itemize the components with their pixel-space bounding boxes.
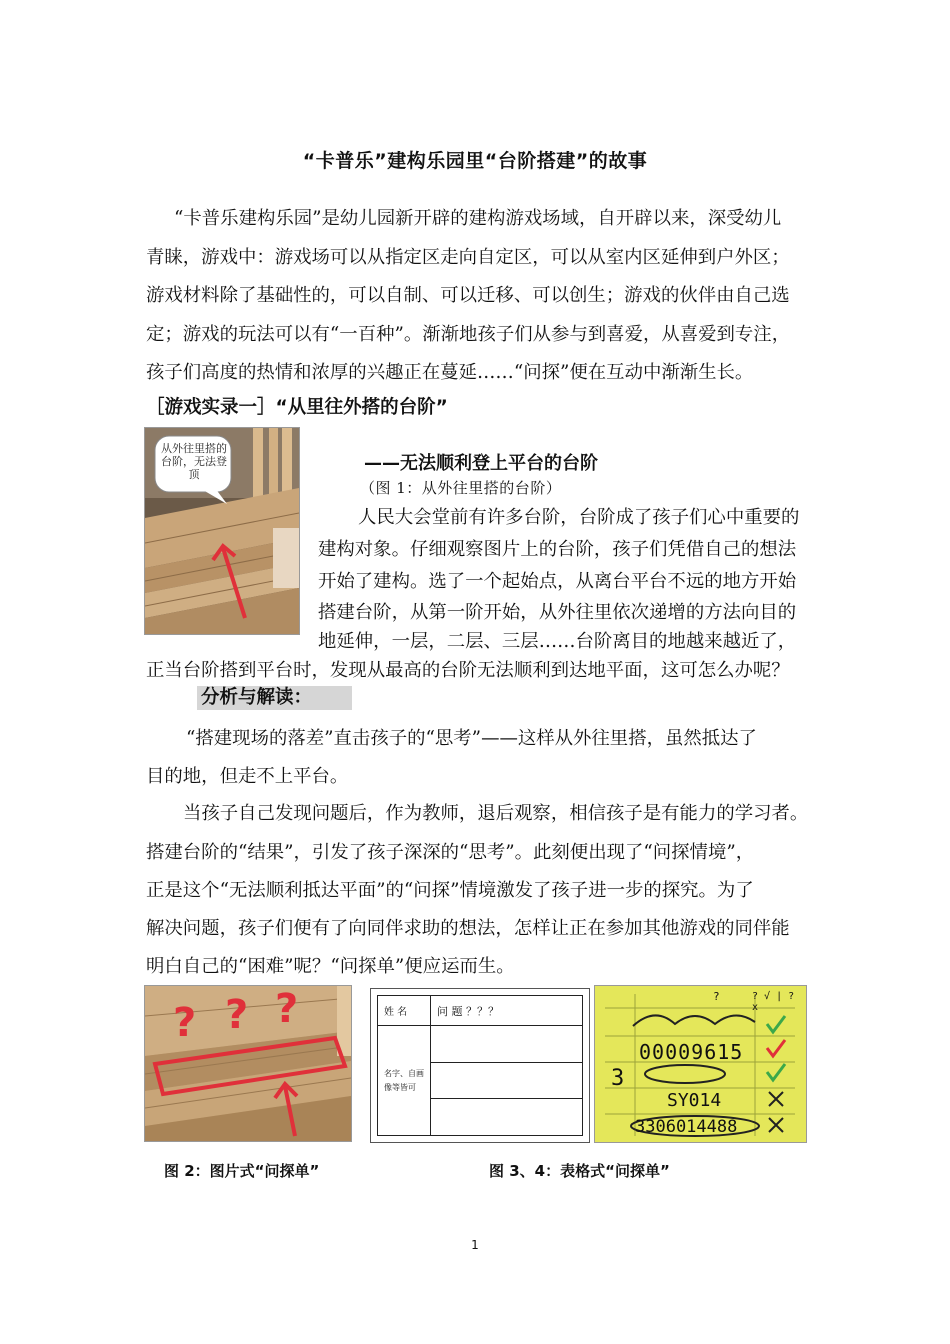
- record-line: 正当台阶搭到平台时，发现从最高的台阶无法顺利到达地平面，这可怎么办呢？: [146, 660, 790, 681]
- record-line: 搭建台阶，从第一阶开始，从外往里依次递增的方法向目的: [318, 602, 797, 623]
- record-line: 开始了建构。选了一个起始点，从离台平台不远的地方开始: [318, 571, 797, 592]
- name-label: 姓 名: [378, 996, 431, 1026]
- svg-text:?: ?: [225, 992, 249, 1038]
- intro-line: 游戏材料除了基础性的，可以自制、可以迁移、可以创生；游戏的伙伴由自己选: [146, 285, 790, 306]
- handwritten-number-1: 00009615: [639, 1040, 744, 1064]
- intro-line: 青睐，游戏中：游戏场可以从指定区走向自定区，可以从室内区延伸到户外区；: [146, 246, 790, 268]
- analysis-line: 目的地，但走不上平台。: [146, 766, 349, 787]
- analysis-line: 明白自己的“困难”呢？“问探单”便应运而生。: [146, 956, 515, 977]
- handwritten-digit-left: 3: [611, 1066, 625, 1091]
- figure-2-caption: 图 2：图片式“问探单”: [164, 1162, 320, 1180]
- answer-cell: [431, 1062, 583, 1099]
- speech-bubble-text: 从外往里搭的台阶，无法登顶: [161, 442, 227, 481]
- analysis-line: 当孩子自己发现问题后，作为教师，退后观察，相信孩子是有能力的学习者。: [183, 803, 809, 824]
- handwritten-q-top: ?: [713, 990, 720, 1003]
- svg-text:?: ?: [275, 986, 299, 1032]
- figure-3-table-sheet: [370, 988, 590, 1143]
- question-label: 问 题 ？？？: [431, 996, 583, 1026]
- answer-cell: [431, 1026, 583, 1063]
- figure-4-handwritten-sheet: [594, 985, 807, 1143]
- record-line: 地延伸，一层，二层、三层……台阶离目的地越来越近了，: [318, 631, 797, 652]
- signature-label: 名字、自画像等皆可: [378, 1026, 431, 1136]
- page-number: 1: [471, 1238, 479, 1252]
- section-heading: ［游戏实录一］“从里往外搭的台阶”: [146, 397, 448, 418]
- intro-line: “卡普乐建构乐园”是幼儿园新开辟的建构游戏场域，自开辟以来，深受幼儿: [174, 208, 782, 229]
- record-line: 人民大会堂前有许多台阶，台阶成了孩子们心中重要的: [358, 507, 800, 528]
- intro-line: 孩子们高度的热情和浓厚的兴趣正在蔓延……“问探”便在互动中渐渐生长。: [146, 362, 754, 383]
- page-title: “卡普乐”建构乐园里“台阶搭建”的故事: [302, 150, 648, 172]
- answer-cell: [431, 1099, 583, 1136]
- analysis-line: 搭建台阶的“结果”，引发了孩子深深的“思考”。此刻便出现了“问探情境”，: [146, 842, 755, 863]
- intro-line: 定；游戏的玩法可以有“一百种”。渐渐地孩子们从参与到喜爱，从喜爱到专注，: [146, 323, 791, 345]
- figure-1-caption: （图 1：从外往里搭的台阶）: [360, 479, 562, 497]
- question-table: [377, 995, 583, 1136]
- analysis-line: “搭建现场的落差”直击孩子的“思考”——这样从外往里搭，虽然抵达了: [186, 728, 757, 749]
- analysis-heading: 分析与解读：: [197, 686, 352, 710]
- svg-text:?: ?: [173, 1000, 197, 1046]
- record-subtitle: ——无法顺利登上平台的台阶: [364, 453, 598, 474]
- handwritten-number-2: SY014: [667, 1090, 722, 1111]
- figure-2-photo: [144, 985, 352, 1142]
- analysis-line: 解决问题，孩子们便有了向同伴求助的想法，怎样让正在参加其他游戏的同伴能: [146, 918, 790, 939]
- handwritten-header: ? √ | ? x: [752, 991, 795, 1013]
- figure-3-4-caption: 图 3、4：表格式“问探单”: [489, 1162, 670, 1180]
- record-line: 建构对象。仔细观察图片上的台阶，孩子们凭借自己的想法: [318, 539, 797, 560]
- analysis-line: 正是这个“无法顺利抵达平面”的“问探”情境激发了孩子进一步的探究。为了: [146, 880, 754, 901]
- handwritten-number-3: 3306014488: [635, 1117, 738, 1137]
- stairs-question-photo-image: [145, 986, 351, 1141]
